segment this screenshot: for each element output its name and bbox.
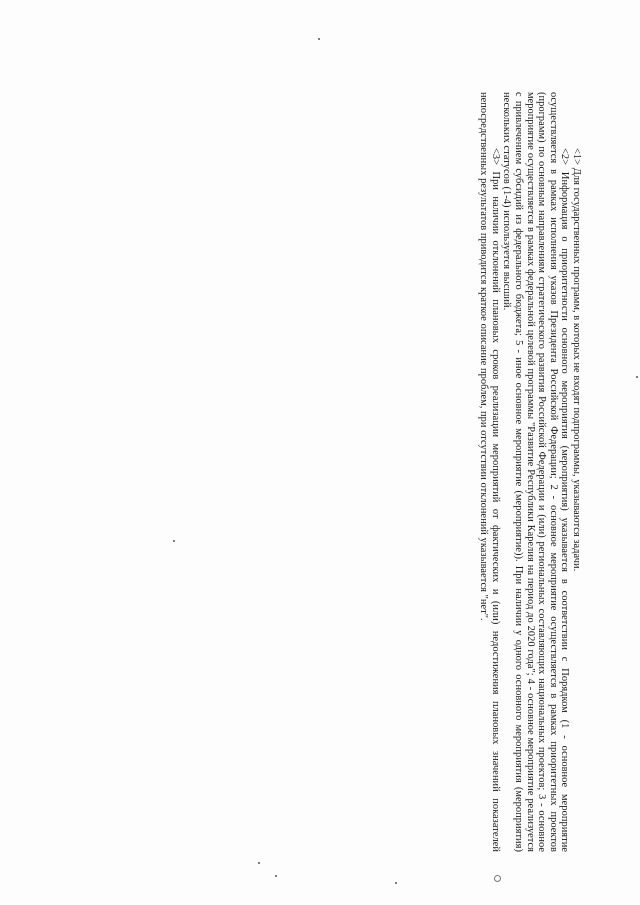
- scan-speck: [318, 38, 320, 40]
- scan-speck: [636, 376, 638, 378]
- scan-speck: [395, 882, 397, 884]
- footnote-3: <3> При наличии отклонений плановых сроков реализации мероприятий от фактических и (или) недостижения плановых значений показателей непосредственных результатов приводится краткое описание проблем, при отсутствии отклонений указывается "нет".: [478, 92, 501, 852]
- footnotes-block: [478, 92, 582, 852]
- scan-speck: [275, 875, 277, 877]
- footnote-1: <1> Для государственных программ, в которых не входят подпрограммы, указываются задачи.: [571, 148, 582, 572]
- footnote-2: <2> Информация о приоритетности основного мероприятия (мероприятия) указывается в соответствии с Порядком (1 - основное мероприятие осуществляется в рамках исполнения указов Президента Российской Федерации; 2 - основное мероприятие осуществляется в рамках приоритетных проектов (программ) по основным направлениям стратегического развития Российской Федерации и (или) региональных составляющих национальных проектов; 3 - основное мероприятие осуществляется в рамках федеральной целевой программы "Развитие Республики Карелия на период до 2020 года"; 4 - основное мероприятие реализуется с привлечением субсидий из федерального бюджета; 5 - иное основное мероприятие (мероприятие)). При наличии у одного основного мероприятия (мероприятия) нескольких статусов (1-4) используется высший.: [501, 92, 571, 852]
- scan-speck: [173, 540, 175, 542]
- scan-speck: [258, 862, 260, 864]
- scan-circle-mark: [494, 875, 501, 882]
